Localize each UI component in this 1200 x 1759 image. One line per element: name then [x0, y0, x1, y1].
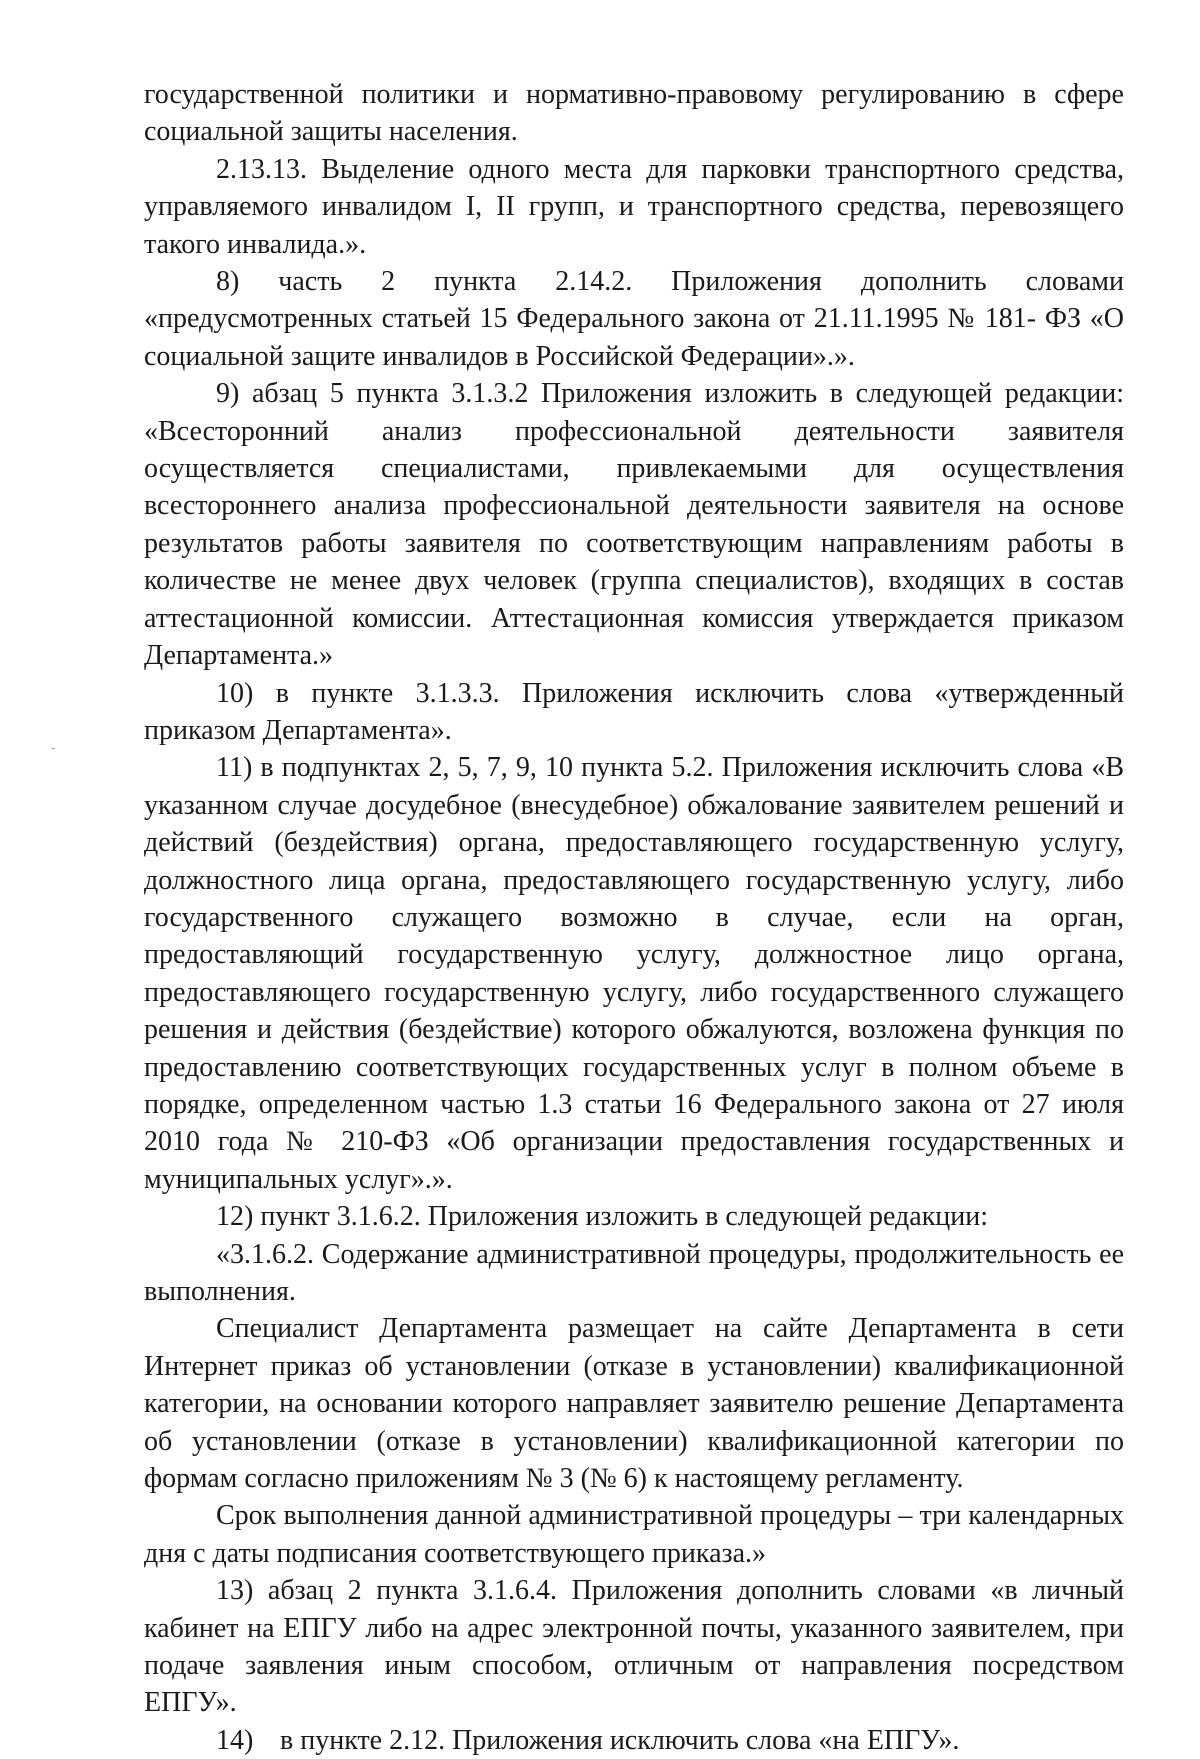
item-14-number: 14)	[216, 1724, 254, 1756]
paragraph-term: Срок выполнения данной административной процедуры – три календарных дня с даты подписания соответствующего приказа.»	[144, 1500, 1124, 1569]
margin-dot	[52, 748, 55, 749]
item-14-text: в пункте 2.12. Приложения исключить слова «на ЕПГУ».	[280, 1724, 960, 1756]
paragraph-item-10: 10) в пункте 3.1.3.3. Приложения исключить слова «утвержденный приказом Департамента».	[144, 677, 1124, 746]
paragraph-item-14	[144, 1722, 1124, 1759]
document-page	[144, 76, 1124, 1759]
paragraph-specialist: Специалист Департамента размещает на сайте Департамента в сети Интернет приказ об установлении (отказе в установлении) квалификационной категории, на основании которого направляет заявителю решение Департамента об установлении (отказе в установлении) квалификационной категории по формам согласно приложениям № 3 (№ 6) к настоящему регламенту.	[144, 1313, 1124, 1495]
paragraph-item-8: 8) часть 2 пункта 2.14.2. Приложения дополнить словами «предусмотренных статьей 15 Федерального закона от 21.11.1995 № 181- ФЗ «О социальной защите инвалидов в Российской Федерации».».	[144, 266, 1124, 372]
paragraph-2-13-13: 2.13.13. Выделение одного места для парковки транспортного средства, управляемого инвалидом I, II групп, и транспортного средства, перевозящего такого инвалида.».	[144, 153, 1124, 260]
paragraph-item-13: 13) абзац 2 пункта 3.1.6.4. Приложения дополнить словами «в личный кабинет на ЕПГУ либо на адрес электронной почты, указанного заявителем, при подаче заявления иным способом, отличным от направления посредством ЕПГУ».	[144, 1575, 1124, 1719]
paragraph-item-11: 11) в подпунктах 2, 5, 7, 9, 10 пункта 5.2. Приложения исключить слова «В указанном случае досудебное (внесудебное) обжалование заявителем решений и действий (бездействия) органа, предоставляющего государственную услугу, должностного лица органа, предоставляющего государственную услугу, либо государственного служащего возможно в случае, если на орган, предоставляющий государственную услугу, должностное лицо органа, предоставляющего государственную услугу, либо государственного служащего решения и действия (бездействие) которого обжалуются, возложена функция по предоставлению соответствующих государственных услуг в полном объеме в порядке, определенном частью 1.3 статьи 16 Федерального закона от 27 июля 2010 года № 210-ФЗ «Об организации предоставления государственных и муниципальных услуг».».	[144, 752, 1124, 1195]
paragraph-item-12: 12) пункт 3.1.6.2. Приложения изложить в следующей редакции:	[216, 1201, 989, 1233]
paragraph-3-1-6-2-heading: «3.1.6.2. Содержание административной процедуры, продолжительность ее выполнения.	[144, 1238, 1124, 1307]
paragraph-item-9: 9) абзац 5 пункта 3.1.3.2 Приложения изложить в следующей редакции: «Всесторонний анализ профессиональной деятельности заявителя осуществляется специалистами, привлекаемыми для осуществления всестороннего анализа профессиональной деятельности заявителя на основе результатов работы заявителя по соответствующим направлениям работы в количестве не менее двух человек (группа специалистов), входящих в состав аттестационной комиссии. Аттестационная комиссия утверждается приказом Департамента.»	[144, 378, 1124, 672]
paragraph-continuation: государственной политики и нормативно-правовому регулированию в сфере социальной защиты населения.	[144, 79, 1124, 148]
